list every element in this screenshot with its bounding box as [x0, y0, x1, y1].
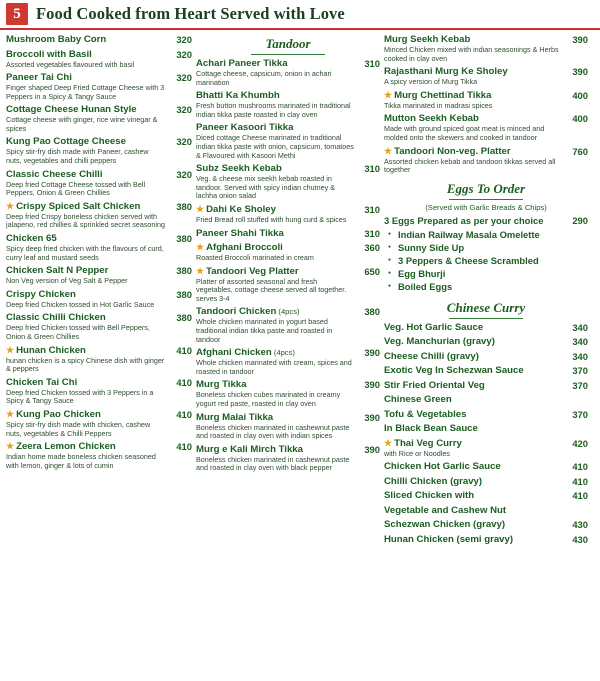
- menu-item-row: [6, 233, 192, 245]
- menu-item-name: Murg e Kali Mirch Tikka: [196, 443, 303, 455]
- menu-item-name: Chicken Salt N Pepper: [6, 265, 109, 277]
- menu-item-name: ★ Dahi Ke Sholey: [196, 203, 276, 215]
- menu-item-name: Mutton Seekh Kebab: [384, 113, 479, 125]
- menu-item-row: [384, 461, 588, 473]
- menu-item-price: 340: [572, 336, 588, 348]
- section-heading-chinese-curry: Chinese Curry: [384, 300, 588, 319]
- menu-item-row: [196, 228, 380, 240]
- menu-item-price: 400: [572, 113, 588, 125]
- menu-item: [384, 461, 588, 473]
- menu-item-price: 390: [364, 379, 380, 391]
- menu-item-row: [384, 438, 588, 450]
- menu-item: [196, 412, 380, 441]
- menu-item-row: [196, 347, 380, 359]
- menu-item-name: ★ Afghani Broccoli: [196, 242, 283, 254]
- menu-item: [384, 113, 588, 142]
- menu-item-name: ★ Murg Chettinad Tikka: [384, 89, 492, 101]
- menu-item-description: Made with ground spiced goat meat is minced and molded onto the skewers and cooked in tandoor: [384, 124, 545, 142]
- menu-item: [196, 379, 380, 408]
- column-tandoor-nonveg-eggs-chinese: [384, 34, 588, 548]
- menu-item: [384, 409, 588, 421]
- menu-item-description: Assorted chicken kebab and tandoori tikkas served all together: [384, 156, 556, 175]
- menu-item-name: Veg. Manchurian (gravy): [384, 336, 495, 348]
- section-heading-tandoor: Tandoor: [196, 36, 380, 55]
- menu-item-name: ★ Crispy Spiced Salt Chicken: [6, 200, 141, 212]
- menu-item-name: Broccoli with Basil: [6, 48, 92, 60]
- menu-item: [6, 345, 192, 374]
- menu-item-name: Paneer Shahi Tikka: [196, 227, 284, 239]
- menu-item-name: Classic Cheese Chilli: [6, 168, 103, 180]
- menu-item: [384, 438, 588, 459]
- menu-item-row: [384, 66, 588, 78]
- menu-item-price: 390: [572, 34, 588, 45]
- menu-item-name: ★ Tandoori Non-veg. Platter: [384, 145, 511, 157]
- menu-item: [196, 444, 380, 473]
- menu-item-row: [384, 534, 588, 546]
- menu-item-row: [196, 58, 380, 70]
- menu-item-row: [384, 505, 588, 517]
- menu-item-price: 320: [176, 136, 192, 148]
- menu-item-description: Spicy stir-fry dish made with Paneer, cashew nuts, vegetables and chilli peppers: [6, 147, 149, 166]
- menu-item-price: 320: [176, 72, 192, 84]
- menu-item-row: [6, 169, 192, 181]
- menu-item-name: Murg Tikka: [196, 379, 247, 391]
- eggs-lead-price: 290: [572, 214, 588, 226]
- menu-item-row: [384, 394, 588, 406]
- menu-item-row: [196, 412, 380, 424]
- star-icon: ★: [196, 203, 205, 214]
- menu-item-price: 410: [176, 441, 192, 453]
- menu-item-price: 370: [572, 379, 588, 391]
- menu-item-description: Deep fried Chicken tossed in Hot Garlic Sauce: [6, 299, 155, 309]
- menu-item-description: Veg. & cheese mix seekh kebab roasted in tandoor. Served with spicy indian chutney & lachha onion salad: [196, 174, 336, 201]
- menu-item-name: Achari Paneer Tikka: [196, 58, 288, 69]
- menu-item-description: Platter of assorted seasonal and fresh vegetables, cottage cheese served all together. serves 3-4: [196, 276, 347, 303]
- menu-item: [196, 266, 380, 304]
- menu-item-price: 310: [364, 58, 380, 69]
- menu-item-row: [6, 72, 192, 84]
- menu-item-price: 340: [572, 350, 588, 362]
- menu-item-description: Spicy stir-fry dish made with chicken, cashew nuts, vegetables & Chilli Peppers: [6, 419, 151, 438]
- menu-item: [384, 534, 588, 546]
- page-header: [0, 0, 600, 30]
- menu-item-description: Cottage cheese with ginger, rice wine vinegar & spices: [6, 115, 158, 133]
- column-1-items: [6, 34, 192, 470]
- menu-item: [6, 49, 192, 70]
- menu-item-description: Indian home made boneless chicken seasoned with lemon, ginger & lots of cumin: [6, 452, 156, 470]
- menu-item-price: 310: [364, 163, 380, 175]
- column-2-items: [196, 58, 380, 473]
- menu-item-row: [384, 113, 588, 125]
- eggs-subtitle: (Served with Garlic Breads & Chips): [425, 202, 547, 212]
- star-icon: ★: [6, 344, 15, 355]
- menu-item-name: Mushroom Baby Corn: [6, 34, 107, 45]
- menu-item-name: Murg Malai Tikka: [196, 411, 274, 423]
- menu-item-row: [6, 409, 192, 421]
- star-icon: ★: [6, 408, 15, 419]
- menu-item: [384, 476, 588, 488]
- menu-item: [384, 505, 588, 517]
- menu-item: [6, 34, 192, 46]
- menu-item-price: 320: [176, 104, 192, 116]
- menu-item-row: [384, 322, 588, 334]
- menu-item-name: Chicken Tai Chi: [6, 376, 78, 388]
- menu-item-row: [6, 377, 192, 389]
- menu-item: [196, 242, 380, 263]
- menu-item-row: [6, 312, 192, 324]
- menu-item: [384, 34, 588, 63]
- menu-item-description: Non Veg version of Veg Salt & Pepper: [6, 276, 128, 286]
- star-icon: ★: [384, 145, 393, 156]
- menu-item: [196, 306, 380, 344]
- menu-item-name: Chilli Chicken (gravy): [384, 475, 483, 487]
- menu-item-row: [384, 365, 588, 377]
- menu-item-row: [196, 163, 380, 175]
- menu-item-description: Cottage cheese, capsicum, onion in achari marination: [196, 69, 332, 87]
- menu-item-description: Whole chicken marinated with cream, spices and roasted in tandoor: [196, 358, 352, 376]
- menu-item-row: [6, 136, 192, 148]
- menu-item-price: 380: [176, 200, 192, 212]
- menu-item: [384, 322, 588, 334]
- menu-item-price: 380: [176, 288, 192, 300]
- menu-item-name: Sliced Chicken with: [384, 490, 475, 502]
- menu-item-name: Cheese Chilli (gravy): [384, 350, 479, 362]
- menu-item-price: 410: [572, 490, 588, 502]
- menu-item-row: [196, 90, 380, 102]
- list-item: ● 3 Peppers & Cheese Scrambled: [388, 254, 588, 267]
- menu-item: [6, 233, 192, 262]
- menu-item-name: Crispy Chicken: [6, 288, 76, 300]
- menu-item-price: 320: [176, 168, 192, 180]
- menu-item-name: Bhatti Ka Khumbh: [196, 90, 280, 102]
- menu-item-description: Finger shaped Deep Fried Cottage Cheese with 3 Peppers in a Spicy & Tangy Sauce: [6, 83, 165, 101]
- column-3-tandoor-items: [384, 34, 588, 175]
- menu-item-row: [384, 423, 588, 435]
- menu-item-description: Boneless chicken marinated in cashewnut paste and roasted in clay oven with black pepper: [196, 454, 350, 473]
- menu-item: [6, 104, 192, 133]
- menu-item-description: Deep fried Chicken tossed with 3 Peppers in a Spicy & Tangy Sauce: [6, 387, 154, 406]
- menu-item-name: Paneer Kasoori Tikka: [196, 122, 294, 134]
- menu-item-row: [196, 122, 380, 134]
- menu-item-description: Tikka marinated in madrasi spices: [384, 100, 493, 110]
- menu-item-row: [196, 379, 380, 391]
- menu-item-description: Spicy deep fried chicken with the flavours of curd, curry leaf and mustard seeds: [6, 244, 164, 262]
- menu-item-price: 410: [572, 461, 588, 473]
- menu-item-row: [384, 409, 588, 421]
- column-chinese-starters: [6, 34, 196, 548]
- menu-item-price: 390: [572, 66, 588, 78]
- menu-item-name: Murg Seekh Kebab: [384, 34, 471, 45]
- star-icon: ★: [196, 265, 205, 276]
- menu-item-description: Diced cottage Cheese marinated in traditional indian tikka paste with onion, capsicum, tomatoes & Flavoured with Kasoori Methi: [196, 133, 354, 160]
- menu-item-row: [6, 289, 192, 301]
- menu-item-description: Fried Bread roll stuffed with hung curd & spices: [196, 214, 347, 224]
- menu-item-description: Roasted Broccoli marinated in cream: [196, 253, 314, 263]
- menu-item-description: Boneless chicken cubes marinated in creamy yogurt red paste, roasted in clay oven: [196, 390, 341, 408]
- menu-item-name: Classic Chilli Chicken: [6, 312, 106, 324]
- page-title: Food Cooked from Heart Served with Love: [36, 4, 345, 23]
- column-tandoor: [196, 34, 384, 548]
- menu-item-price: 650: [364, 265, 380, 277]
- menu-item-name: Chinese Green: [384, 394, 452, 406]
- menu-item-name: ★ Zeera Lemon Chicken: [6, 441, 116, 453]
- star-icon: ★: [384, 89, 393, 100]
- menu-item-price: 380: [176, 233, 192, 245]
- menu-item-price: 410: [176, 376, 192, 388]
- menu-item: [196, 90, 380, 119]
- menu-item-name: Afghani Chicken (4pcs): [196, 347, 295, 359]
- list-item: ● Boiled Eggs: [388, 280, 588, 293]
- menu-item-description: Deep fried Cottage Cheese tossed with Bell Peppers, Onion & Green Chillies: [6, 179, 146, 198]
- menu-item-row: [6, 441, 192, 453]
- menu-item: [6, 312, 192, 341]
- menu-item: [384, 365, 588, 377]
- menu-item-price: 380: [176, 265, 192, 277]
- menu-item: [6, 201, 192, 230]
- menu-item: [6, 409, 192, 438]
- menu-item-price: 410: [176, 344, 192, 356]
- menu-item-name: Schezwan Chicken (gravy): [384, 519, 506, 531]
- menu-item-row: [384, 476, 588, 488]
- menu-item-row: [196, 204, 380, 216]
- menu-item: [196, 58, 380, 87]
- menu-item-price: 360: [364, 242, 380, 254]
- menu-item: [196, 228, 380, 240]
- eggs-lead-label: 3 Eggs Prepared as per your choice: [384, 214, 544, 226]
- menu-item-description: with Rice or Noodles: [384, 448, 450, 458]
- menu-item-price: 320: [176, 34, 192, 45]
- menu-item-description: Fresh button mushrooms marinated in traditional indian tikka paste roasted in clay oven: [196, 101, 351, 119]
- menu-item-price: 410: [572, 475, 588, 487]
- menu-item: [6, 265, 192, 286]
- menu-item-price: 390: [364, 411, 380, 423]
- menu-item-price: 310: [364, 203, 380, 215]
- menu-item-name: Tandoori Chicken (4pcs): [196, 306, 300, 318]
- menu-item-name: Cottage Cheese Hunan Style: [6, 104, 137, 116]
- menu-item-name: ★ Thai Veg Curry: [384, 437, 462, 449]
- menu-item-price: 340: [572, 321, 588, 333]
- menu-item-row: [384, 351, 588, 363]
- list-item: ● Egg Bhurji: [388, 267, 588, 280]
- menu-item-name: Chicken Hot Garlic Sauce: [384, 461, 501, 473]
- menu-item-name: Stir Fried Oriental Veg: [384, 379, 485, 391]
- menu-item-price: 410: [176, 408, 192, 420]
- menu-item-name: Subz Seekh Kebab: [196, 163, 282, 175]
- menu-item: [384, 66, 588, 87]
- menu-item-row: [384, 146, 588, 158]
- menu-item: [384, 90, 588, 111]
- menu-item-row: [6, 34, 192, 46]
- menu-item-description: Whole chicken marinated in yogurt based traditional indian tikka paste and roasted in tandoor: [196, 317, 333, 344]
- menu-item-row: [384, 490, 588, 502]
- menu-item: [6, 289, 192, 310]
- menu-item-description: Boneless chicken marinated in cashewnut paste and roasted in clay oven with indian spices: [196, 422, 350, 441]
- star-icon: ★: [196, 242, 205, 253]
- menu-item-row: [6, 201, 192, 213]
- menu-item-name: Exotic Veg In Schezwan Sauce: [384, 365, 524, 377]
- menu-item: [6, 169, 192, 198]
- section-heading-eggs: Eggs To Order: [384, 181, 588, 200]
- menu-item: [384, 380, 588, 392]
- list-item: ● Sunny Side Up: [388, 241, 588, 254]
- menu-item-row: [196, 242, 380, 254]
- menu-item-description: Deep fried Chicken tossed with Bell Peppers, Onion & Green Chillies: [6, 323, 150, 341]
- menu-item-price: 380: [176, 312, 192, 324]
- menu-item: [384, 423, 588, 435]
- menu-item: [196, 122, 380, 160]
- menu-item-description: Minced Chicken mixed with indian seasonings & Herbs cooked in clay oven: [384, 45, 559, 63]
- menu-item-price: 430: [572, 533, 588, 545]
- menu-item-quantity: (4pcs): [271, 348, 295, 358]
- menu-item-description: Deep fried Crispy boneless chicken served with jalapeno, red chillies & sprinkled secret seasoning: [6, 211, 166, 230]
- menu-item-row: [6, 104, 192, 116]
- menu-item: [6, 72, 192, 101]
- menu-item-name: ★ Hunan Chicken: [6, 344, 86, 356]
- menu-item: [196, 163, 380, 201]
- menu-item-name: In Black Bean Sauce: [384, 423, 478, 435]
- menu-item-quantity: (4pcs): [276, 307, 300, 317]
- menu-item-name: Tofu & Vegetables: [384, 408, 467, 420]
- list-item: ● Indian Railway Masala Omelette: [388, 228, 588, 241]
- eggs-options-list: [388, 228, 588, 293]
- menu-item-row: [384, 90, 588, 102]
- menu-item-price: 390: [364, 443, 380, 455]
- menu-item-row: [384, 380, 588, 392]
- menu-item-description: A spicy version of Murg Tikka: [384, 77, 478, 87]
- menu-item-row: [384, 34, 588, 46]
- eggs-lead-row: [384, 215, 588, 226]
- menu-item-name: ★ Tandoori Veg Platter: [196, 265, 299, 277]
- menu-item-price: 370: [572, 365, 588, 377]
- menu-item: [384, 336, 588, 348]
- menu-item-name: Chicken 65: [6, 233, 57, 245]
- menu-item: [384, 351, 588, 363]
- section-number-badge: 5: [6, 3, 28, 25]
- menu-columns: [0, 30, 600, 548]
- menu-item-row: [384, 336, 588, 348]
- menu-item-description: Assorted vegetables flavoured with basil: [6, 59, 135, 69]
- menu-item-price: 370: [572, 408, 588, 420]
- menu-item: [6, 136, 192, 165]
- menu-item: [6, 441, 192, 470]
- menu-item-price: 320: [176, 48, 192, 60]
- menu-item-price: 380: [364, 306, 380, 318]
- star-icon: ★: [6, 200, 15, 211]
- menu-item-price: 760: [572, 145, 588, 157]
- menu-item-name: Hunan Chicken (semi gravy): [384, 533, 514, 545]
- menu-item-name: Paneer Tai Chi: [6, 72, 72, 84]
- menu-item-row: [6, 49, 192, 61]
- menu-item-row: [196, 266, 380, 278]
- menu-item-row: [196, 444, 380, 456]
- menu-item: [196, 347, 380, 376]
- menu-item: [384, 394, 588, 406]
- menu-item-row: [6, 265, 192, 277]
- menu-item-price: 390: [364, 347, 380, 359]
- menu-item: [384, 490, 588, 502]
- menu-item-description: hunan chicken is a spicy Chinese dish with ginger & peppers: [6, 355, 165, 374]
- column-3-chinese-items: [384, 322, 588, 546]
- menu-item: [384, 146, 588, 175]
- menu-item-price: 400: [572, 89, 588, 101]
- menu-item-name: Kung Pao Cottage Cheese: [6, 136, 126, 148]
- menu-item-name: ★ Kung Pao Chicken: [6, 408, 101, 420]
- menu-item-name: Veg. Hot Garlic Sauce: [384, 321, 484, 333]
- menu-item-row: [6, 345, 192, 357]
- star-icon: ★: [384, 437, 393, 448]
- menu-item-row: [196, 306, 380, 318]
- menu-item: [196, 204, 380, 225]
- menu-item-name: Rajasthani Murg Ke Sholey: [384, 66, 508, 78]
- menu-item-row: [384, 519, 588, 531]
- menu-item-name: Vegetable and Cashew Nut: [384, 504, 507, 516]
- menu-item: [6, 377, 192, 406]
- menu-item-price: 310: [364, 227, 380, 239]
- menu-item: [384, 519, 588, 531]
- star-icon: ★: [6, 441, 15, 452]
- menu-item-price: 420: [572, 437, 588, 449]
- menu-item-price: 430: [572, 519, 588, 531]
